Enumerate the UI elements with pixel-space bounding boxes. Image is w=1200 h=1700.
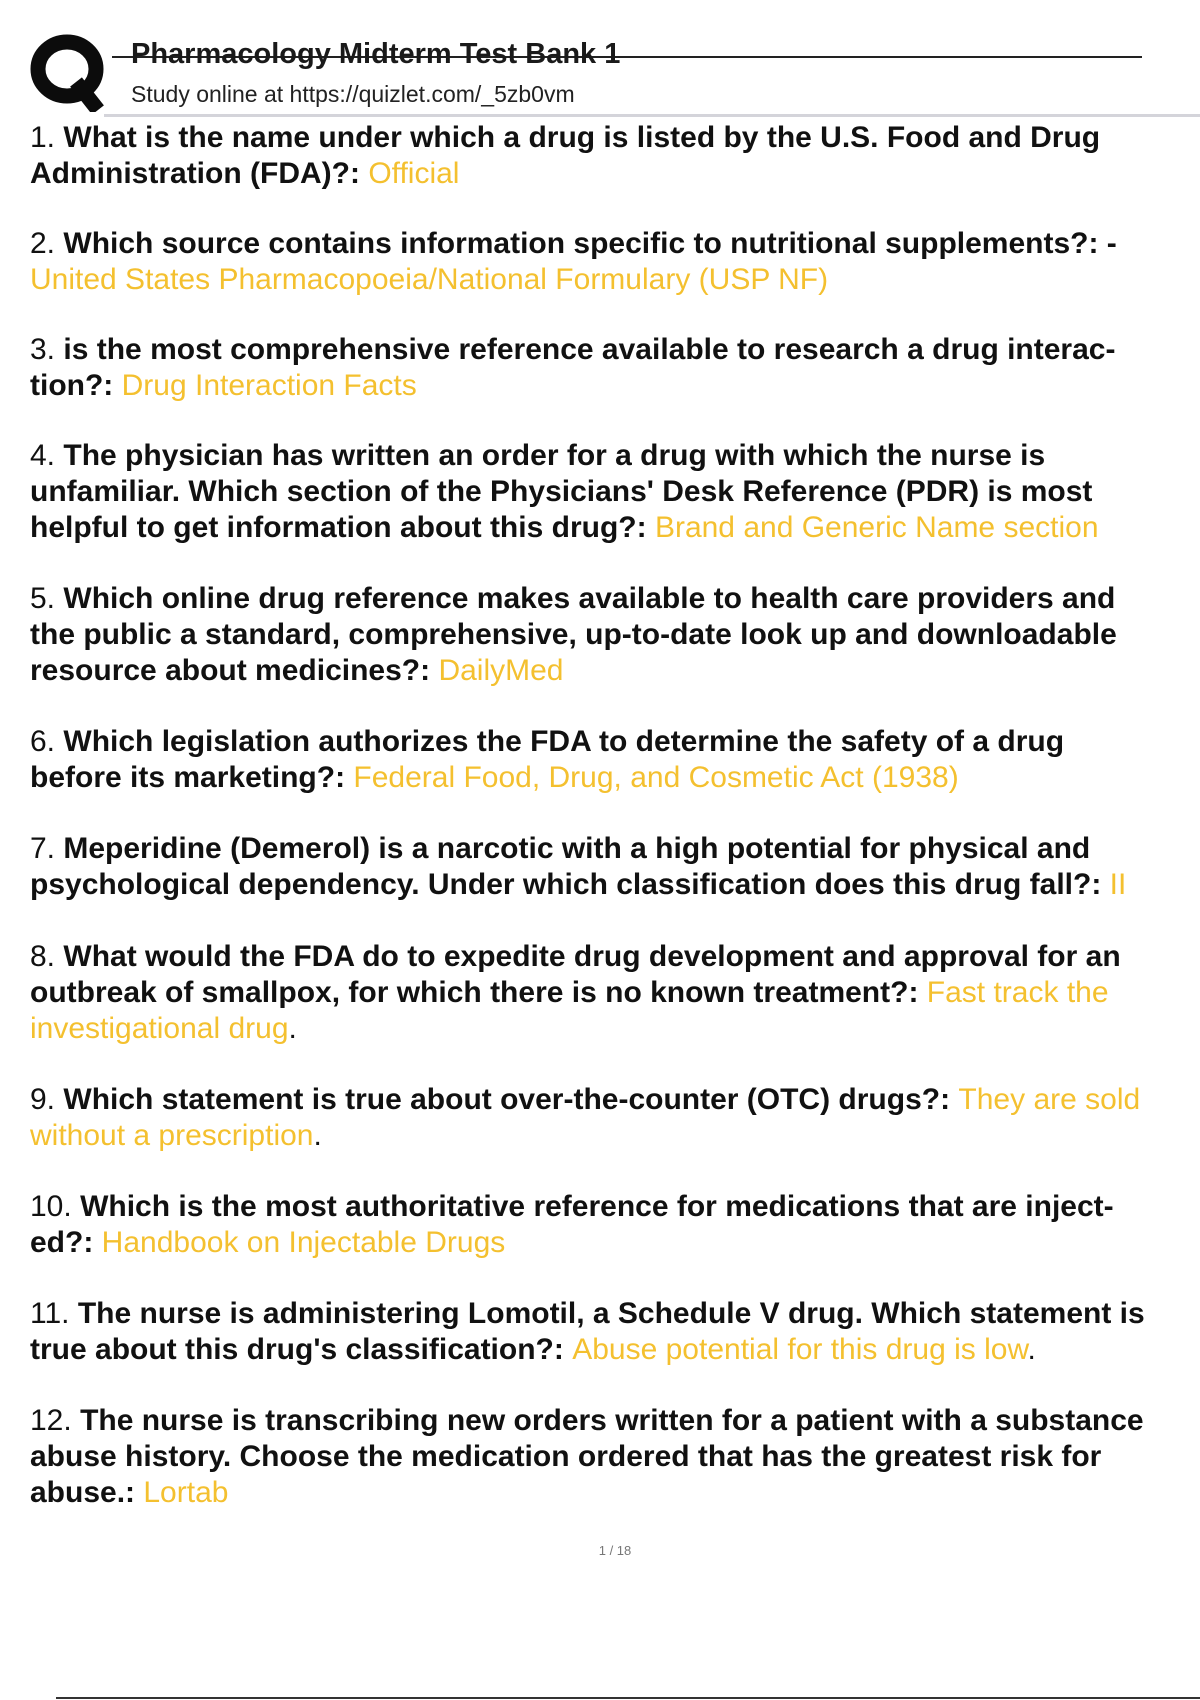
question-text: psychological dependency. Under which classification does this drug fall?: [30,868,1102,901]
footer-divider [56,1697,1200,1699]
question-text: unfamiliar. Which section of the Physicians' Desk Reference (PDR) is most [30,475,1093,508]
document-title: Pharmacology Midterm Test Bank 1 [131,38,621,70]
question-number: 10. [30,1190,72,1223]
question-text: Which is the most authoritative reference for medications that are inject- [80,1190,1114,1223]
question-number: 9. [30,1083,56,1116]
question-text: is the most comprehensive reference available to research a drug interac- [63,333,1116,366]
answer-text: Brand and Generic Name section [654,511,1099,544]
question-number: 5. [30,582,56,615]
answer-text: Drug Interaction Facts [121,369,417,402]
question-item-3 [30,332,1200,404]
answer-text: Federal Food, Drug, and Cosmetic Act (1938) [353,761,959,794]
question-item-4 [30,438,1200,546]
question-text: Administration (FDA)?: [30,157,360,190]
answer-text: United States Pharmacopoeia/National Formulary (USP NF) [30,263,829,296]
answer-period: . [313,1119,322,1152]
question-text: true about this drug's classification?: [30,1333,564,1366]
question-number: 1. [30,121,56,154]
question-number: 2. [30,227,56,260]
answer-text: DailyMed [438,654,564,687]
answer-period: . [288,1012,297,1045]
question-number: 11. [30,1297,70,1330]
question-item-10 [30,1189,1200,1261]
question-text: The nurse is administering Lomotil, a Schedule V drug. Which statement is [77,1297,1145,1330]
question-number: 6. [30,725,56,758]
question-text: The physician has written an order for a drug with which the nurse is [63,439,1046,472]
answer-text: Official [368,157,460,190]
question-item-5 [30,581,1200,689]
study-online-link-text: Study online at https://quizlet.com/_5zb0vm [131,81,575,107]
answer-text: Fast track the [926,976,1109,1009]
answer-text: investigational drug [30,1012,289,1045]
question-text: Which source contains information specific to nutritional supplements?: - [63,227,1117,260]
question-text: Which legislation authorizes the FDA to determine the safety of a drug [63,725,1065,758]
question-number: 8. [30,940,56,973]
question-item-1 [30,120,1200,192]
question-item-12 [30,1403,1200,1511]
page-number: 1 / 18 [598,1543,632,1558]
answer-text: Lortab [143,1476,229,1509]
answer-period: . [1027,1333,1036,1366]
question-item-6 [30,724,1200,796]
question-number: 3. [30,333,56,366]
question-text: the public a standard, comprehensive, up-to-date look up and downloadable [30,618,1117,651]
question-item-8 [30,939,1200,1047]
question-number: 12. [30,1404,72,1437]
question-text: abuse history. Choose the medication ordered that has the greatest risk for [30,1440,1102,1473]
question-number: 4. [30,439,56,472]
question-text: outbreak of smallpox, for which there is no known treatment?: [30,976,919,1009]
question-text: helpful to get information about this drug?: [30,511,647,544]
answer-text: Abuse potential for this drug is low [572,1333,1028,1366]
answer-text: They are sold [958,1083,1141,1116]
question-text: What would the FDA do to expedite drug development and approval for an [63,940,1121,973]
question-text: tion?: [30,369,114,402]
question-text: resource about medicines?: [30,654,431,687]
question-text: What is the name under which a drug is listed by the U.S. Food and Drug [63,121,1101,154]
question-text: before its marketing?: [30,761,346,794]
question-text: Which statement is true about over-the-counter (OTC) drugs?: [63,1083,951,1116]
answer-text: without a prescription [30,1119,314,1152]
question-text: Meperidine (Demerol) is a narcotic with a high potential for physical and [63,832,1091,865]
question-text: The nurse is transcribing new orders written for a patient with a substance [80,1404,1144,1437]
question-item-11 [30,1296,1200,1368]
answer-text: Handbook on Injectable Drugs [101,1226,506,1259]
question-text: abuse.: [30,1476,136,1509]
answer-text: II [1109,868,1127,901]
question-text: ed?: [30,1226,94,1259]
question-item-9 [30,1082,1200,1154]
question-item-2 [30,226,1200,298]
question-text: Which online drug reference makes available to health care providers and [63,582,1116,615]
question-item-7 [30,831,1200,903]
question-number: 7. [30,832,56,865]
